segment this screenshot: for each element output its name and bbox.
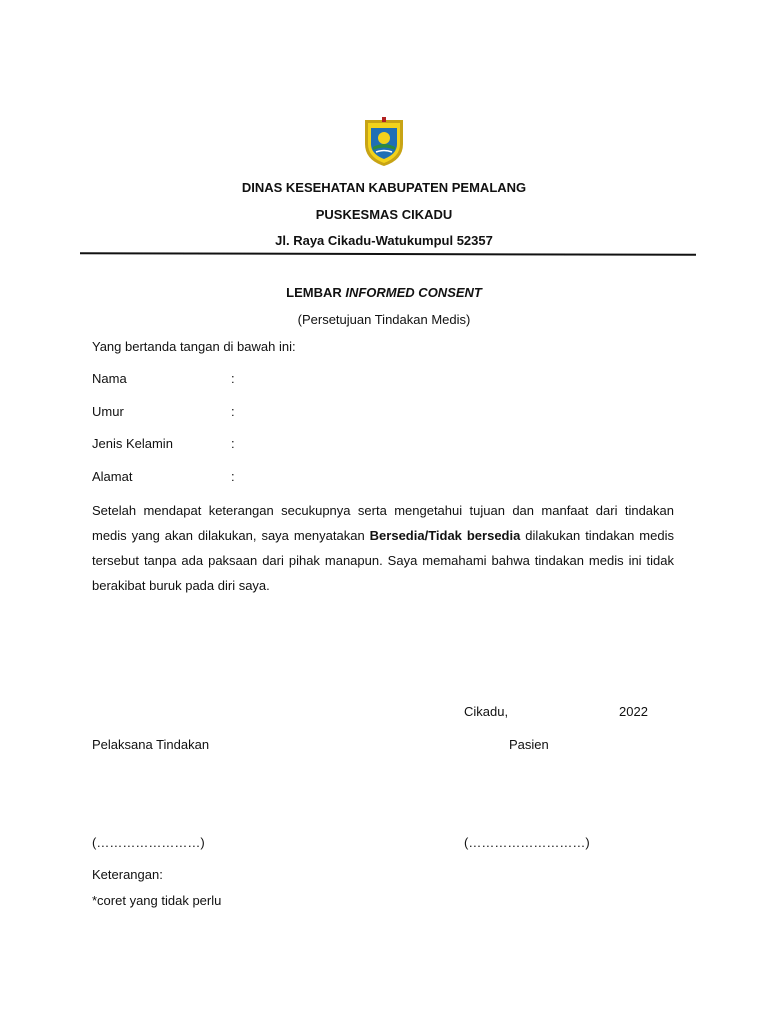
notes-text: *coret yang tidak perlu	[92, 893, 222, 908]
field-colon: :	[231, 436, 235, 451]
header-divider	[80, 252, 696, 256]
form-subtitle: (Persetujuan Tindakan Medis)	[297, 312, 471, 327]
intro-text: Yang bertanda tangan di bawah ini:	[92, 339, 296, 354]
left-signature-blank: (……………………)	[92, 835, 205, 850]
field-colon: :	[231, 469, 235, 484]
field-label-alamat: Alamat	[92, 469, 133, 484]
field-colon: :	[231, 404, 235, 419]
regency-emblem-logo	[361, 114, 407, 168]
consent-statement	[92, 498, 674, 598]
right-signatory-role: Pasien	[509, 737, 549, 752]
form-title-italic: INFORMED CONSENT	[345, 285, 482, 300]
agency-name: DINAS KESEHATAN KABUPATEN PEMALANG	[241, 180, 527, 195]
field-label-nama: Nama	[92, 371, 127, 386]
field-label-jenis-kelamin: Jenis Kelamin	[92, 436, 173, 451]
facility-address: Jl. Raya Cikadu-Watukumpul 52357	[275, 233, 493, 248]
notes-label: Keterangan:	[92, 867, 163, 882]
left-signatory-role: Pelaksana Tindakan	[92, 737, 210, 752]
right-signature-blank: (………………………)	[464, 835, 590, 850]
statement-text-2: dilakukan tindakan medis tersebut tanpa ada paksaan dari pihak manapun. Saya memahami bahwa tindakan medis ini tidak berakibat buruk pada diri saya.	[92, 528, 674, 593]
facility-name: PUSKESMAS CIKADU	[315, 207, 453, 222]
statement-choice: Bersedia/Tidak bersedia	[369, 528, 521, 543]
signature-place: Cikadu,	[464, 704, 509, 719]
statement-text-1: Setelah mendapat keterangan secukupnya serta mengetahui tujuan dan manfaat dari tindakan medis yang akan dilakukan, saya menyatakan	[92, 503, 674, 543]
signature-year: 2022	[619, 704, 648, 719]
field-colon: :	[231, 371, 235, 386]
form-title	[0, 285, 768, 300]
field-label-umur: Umur	[92, 404, 124, 419]
form-title-prefix: LEMBAR	[286, 285, 346, 300]
